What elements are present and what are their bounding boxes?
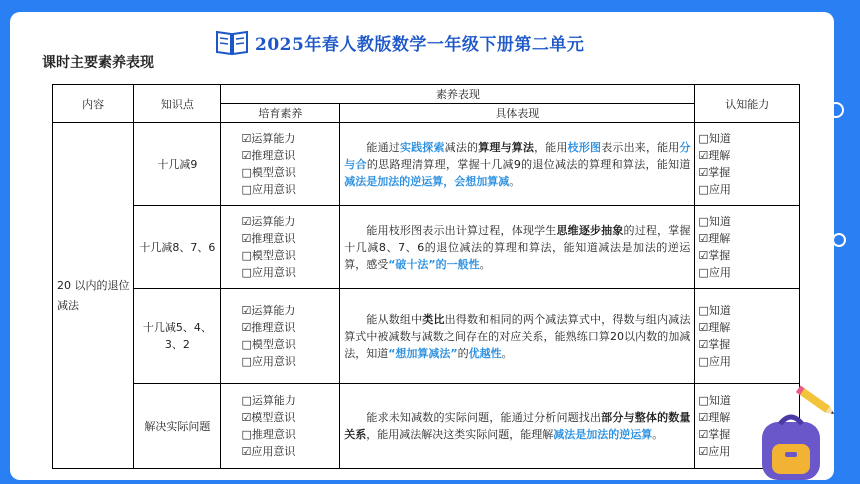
page-title: 2025年春人教版数学一年级下册第二单元 <box>255 34 585 55</box>
cognitive-list <box>695 206 800 289</box>
backpack-icon <box>752 414 832 480</box>
detail-segment: 的 <box>457 346 469 360</box>
checkbox-item: ☑模型意识 <box>241 411 296 424</box>
detail-segment: ，能用减法解决这类实际问题，能理解 <box>366 428 554 441</box>
checkbox-item: ☑理解 <box>698 232 731 245</box>
highlight-text: 减法是加法的逆运算 <box>553 428 653 441</box>
literacy-list <box>221 384 340 469</box>
cognitive-list <box>695 123 800 206</box>
detail-segment: 表示出来，能用 <box>601 140 680 154</box>
bold-text: 思维逐步抽象 <box>556 223 624 237</box>
knowledge-point: 十几减8、7、6 <box>134 206 221 289</box>
highlight-text: 优越性 <box>468 346 502 360</box>
decorative-circle <box>829 230 849 250</box>
table-row <box>53 289 800 384</box>
detail-segment: 能从数组中 <box>366 312 423 326</box>
highlight-text: “想加算减法” <box>388 346 458 360</box>
detail-segment: 能用枝形图表示出计算过程，体现学生 <box>366 223 557 237</box>
header-literacy: 素养表现 <box>221 85 695 104</box>
literacy-table <box>52 84 800 469</box>
detail-segment: 的思路理清算理，掌握十几减9的退位减法的算理和算法，能知道 <box>366 157 691 171</box>
checkbox-item: ☑掌握 <box>698 338 731 351</box>
book-icon <box>215 28 249 56</box>
highlight-text: 分与合 <box>344 140 691 171</box>
header-detail: 具体表现 <box>340 104 695 123</box>
checkbox-item: ☑应用 <box>698 445 731 458</box>
header-knowledge: 知识点 <box>134 85 221 123</box>
highlight-text: “破十法”的一般性 <box>388 257 480 271</box>
checkbox-item: ☑理解 <box>698 411 731 424</box>
detail-text <box>340 206 695 289</box>
header <box>215 28 584 56</box>
detail-segment: 。 <box>501 346 513 360</box>
checkbox-item: □运算能力 <box>241 394 296 407</box>
highlight-text: 减法是加法的逆运算，会想加算减 <box>344 174 510 188</box>
detail-segment: 能通过 <box>366 140 400 154</box>
checkbox-item: □知道 <box>698 132 731 145</box>
checkbox-item: ☑运算能力 <box>241 304 296 317</box>
literacy-list <box>221 206 340 289</box>
checkbox-item: □应用意识 <box>241 266 296 279</box>
checkbox-item: ☑推理意识 <box>241 149 296 162</box>
checkbox-item: ☑掌握 <box>698 249 731 262</box>
checkbox-item: □知道 <box>698 304 731 317</box>
bold-text: 部分与整体的数量关系 <box>344 411 691 441</box>
bold-text: 类比 <box>422 312 445 326</box>
content-cell: 20 以内的退位减法 <box>53 123 134 469</box>
header-content: 内容 <box>53 85 134 123</box>
detail-segment: 。 <box>509 174 521 188</box>
knowledge-point: 十几减5、4、3、2 <box>134 289 221 384</box>
cognitive-list <box>695 289 800 384</box>
bold-text: 算理与算法 <box>478 140 535 154</box>
detail-segment: 。 <box>479 257 491 271</box>
checkbox-item: □模型意识 <box>241 166 296 179</box>
checkbox-item: □推理意识 <box>241 428 296 441</box>
table-row <box>53 384 800 469</box>
checkbox-item: □应用意识 <box>241 183 296 196</box>
checkbox-item: □模型意识 <box>241 249 296 262</box>
checkbox-item: ☑推理意识 <box>241 232 296 245</box>
detail-segment: 能求未知减数的实际问题，能通过分析问题找出 <box>366 411 602 424</box>
header-cognitive: 认知能力 <box>695 85 800 123</box>
decorative-circle <box>826 100 846 120</box>
detail-text <box>340 384 695 469</box>
checkbox-item: ☑掌握 <box>698 166 731 179</box>
checkbox-item: □知道 <box>698 215 731 228</box>
detail-segment: 。 <box>652 428 664 441</box>
detail-text <box>340 123 695 206</box>
detail-segment: ，能用 <box>534 140 568 154</box>
checkbox-item: □应用 <box>698 266 731 279</box>
checkbox-item: ☑推理意识 <box>241 321 296 334</box>
table-row <box>53 206 800 289</box>
checkbox-item: □应用 <box>698 183 731 196</box>
literacy-list <box>221 123 340 206</box>
header-cultivated: 培育素养 <box>221 104 340 123</box>
checkbox-item: □知道 <box>698 394 731 407</box>
checkbox-item: □模型意识 <box>241 338 296 351</box>
highlight-text: 实践探索 <box>399 140 445 154</box>
detail-text <box>340 289 695 384</box>
literacy-list <box>221 289 340 384</box>
knowledge-point: 解决实际问题 <box>134 384 221 469</box>
checkbox-item: □应用 <box>698 355 731 368</box>
detail-segment: 出得数和相同的两个减法算式中，得数与组内减法算式中被减数与减数之间存在的对应关系，能熟练口算20以内数的加减法，知道 <box>344 312 691 360</box>
checkbox-item: ☑理解 <box>698 321 731 334</box>
checkbox-item: ☑应用意识 <box>241 445 296 458</box>
checkbox-item: ☑运算能力 <box>241 215 296 228</box>
detail-segment: 减法的 <box>444 140 479 154</box>
section-subtitle: 课时主要素养表现 <box>42 55 154 71</box>
checkbox-item: □应用意识 <box>241 355 296 368</box>
checkbox-item: ☑理解 <box>698 149 731 162</box>
table-row <box>53 123 800 206</box>
knowledge-point: 十几减9 <box>134 123 221 206</box>
checkbox-item: ☑掌握 <box>698 428 731 441</box>
detail-segment: 的过程，掌握十几减8、7、6的退位减法的算理和算法，能知道减法是加法的逆运算，感受 <box>344 223 691 271</box>
highlight-text: 枝形图 <box>567 140 602 154</box>
checkbox-item: ☑运算能力 <box>241 132 296 145</box>
